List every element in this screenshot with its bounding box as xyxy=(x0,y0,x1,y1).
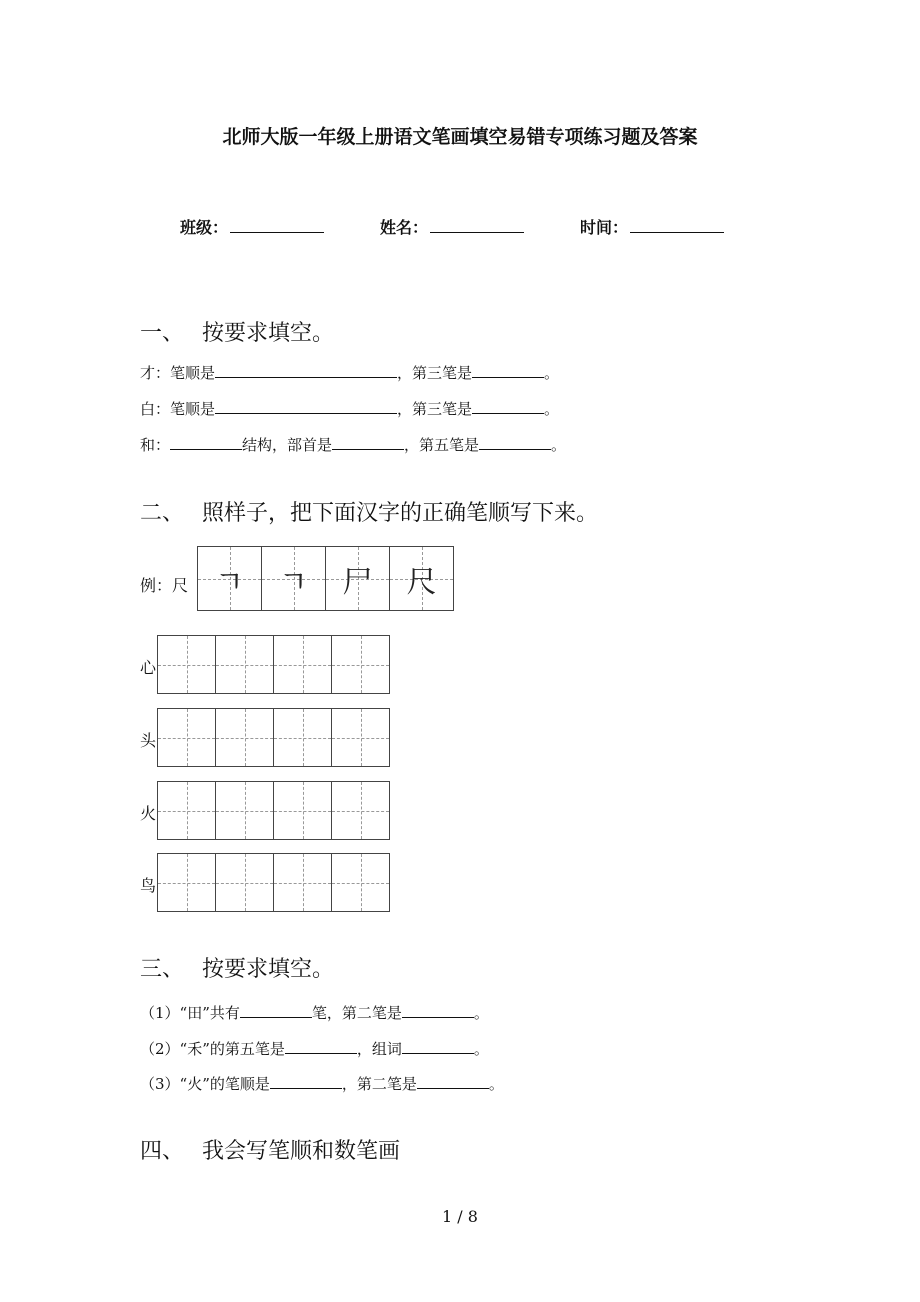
practice-cell[interactable] xyxy=(215,853,274,912)
class-blank[interactable] xyxy=(230,216,324,233)
practice-char: 鸟 xyxy=(140,876,157,895)
practice-cell[interactable] xyxy=(215,708,274,767)
example-stroke: ㄱ xyxy=(215,564,244,600)
practice-cell[interactable] xyxy=(157,781,216,840)
answer-blank[interactable] xyxy=(215,363,397,378)
example-cell xyxy=(389,546,454,611)
section-4-heading: 四、 我会写笔顺和数笔画 xyxy=(140,1139,401,1164)
practice-cell[interactable] xyxy=(331,853,390,912)
example-cell xyxy=(325,546,390,611)
name-label: 姓名： xyxy=(380,218,429,237)
practice-cell[interactable] xyxy=(157,708,216,767)
answer-blank[interactable] xyxy=(472,399,544,414)
section-3-line-1: （1）“田”共有 笔，第二笔是 。 xyxy=(140,1004,489,1022)
example-grid xyxy=(197,546,453,611)
answer-blank[interactable] xyxy=(472,363,544,378)
answer-blank[interactable] xyxy=(240,1003,312,1018)
practice-char: 火 xyxy=(140,804,157,823)
answer-blank[interactable] xyxy=(170,435,242,450)
section-1-line-1: 才：笔顺是 ，第三笔是 。 xyxy=(140,364,560,382)
answer-blank[interactable] xyxy=(479,435,551,450)
time-blank[interactable] xyxy=(630,216,724,233)
answer-blank[interactable] xyxy=(215,399,397,414)
practice-cell[interactable] xyxy=(331,781,390,840)
student-info-row xyxy=(180,215,780,238)
practice-grid-row xyxy=(157,853,389,912)
name-blank[interactable] xyxy=(430,216,524,233)
practice-cell[interactable] xyxy=(331,708,390,767)
answer-blank[interactable] xyxy=(402,1039,474,1054)
example-label: 例：尺 xyxy=(140,576,189,595)
example-cell xyxy=(197,546,262,611)
practice-grid-row xyxy=(157,635,389,694)
practice-cell[interactable] xyxy=(215,635,274,694)
practice-cell[interactable] xyxy=(273,853,332,912)
practice-cell[interactable] xyxy=(273,708,332,767)
section-1-heading: 一、 按要求填空。 xyxy=(140,321,335,346)
practice-cell[interactable] xyxy=(273,781,332,840)
section-3-line-3: （3）“火”的笔顺是 ，第二笔是 。 xyxy=(140,1075,504,1093)
practice-cell[interactable] xyxy=(273,635,332,694)
answer-blank[interactable] xyxy=(417,1074,489,1089)
section-1-line-2: 白：笔顺是 ，第三笔是 。 xyxy=(140,400,560,418)
answer-blank[interactable] xyxy=(402,1003,474,1018)
practice-cell[interactable] xyxy=(331,635,390,694)
practice-char: 头 xyxy=(140,731,157,750)
example-stroke: 尸 xyxy=(342,564,373,600)
class-label: 班级： xyxy=(180,218,229,237)
time-label: 时间： xyxy=(580,218,629,237)
practice-char: 心 xyxy=(140,658,157,677)
section-3-line-2: （2）“禾”的第五笔是 ，组词 。 xyxy=(140,1040,489,1058)
practice-cell[interactable] xyxy=(215,781,274,840)
answer-blank[interactable] xyxy=(285,1039,357,1054)
practice-grid-row xyxy=(157,781,389,840)
section-1-line-3: 和： 结构，部首是 ，第五笔是 。 xyxy=(140,436,567,454)
page-number: 1 / 8 xyxy=(442,1207,478,1226)
page-title: 北师大版一年级上册语文笔画填空易错专项练习题及答案 xyxy=(222,126,698,148)
section-3-heading: 三、 按要求填空。 xyxy=(140,957,335,982)
class-field xyxy=(180,215,324,238)
example-stroke: ㄱ xyxy=(279,564,308,600)
example-stroke: 尺 xyxy=(406,564,437,600)
time-field xyxy=(580,215,724,238)
answer-blank[interactable] xyxy=(332,435,404,450)
practice-grid-row xyxy=(157,708,389,767)
answer-blank[interactable] xyxy=(270,1074,342,1089)
practice-cell[interactable] xyxy=(157,635,216,694)
name-field xyxy=(380,215,524,238)
practice-cell[interactable] xyxy=(157,853,216,912)
example-cell xyxy=(261,546,326,611)
section-2-heading: 二、 照样子，把下面汉字的正确笔顺写下来。 xyxy=(140,501,599,526)
